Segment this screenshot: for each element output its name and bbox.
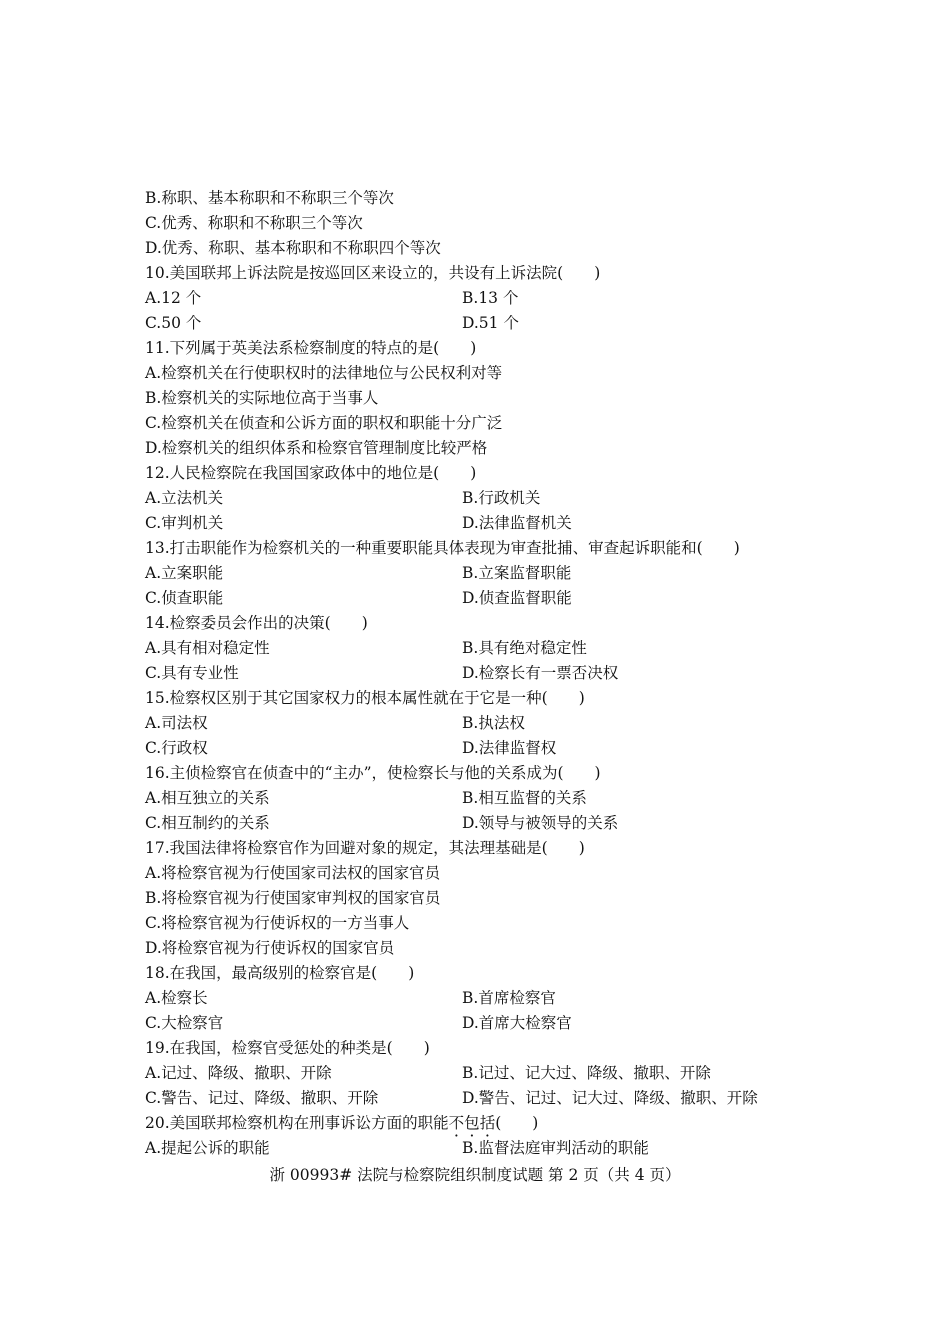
- question-20-blank: ( ): [495, 1114, 539, 1132]
- option-c: C.相互制约的关系: [145, 814, 270, 832]
- question-10: 10.美国联邦上诉法院是按巡回区来设立的，共设有上诉法院( ): [145, 264, 601, 282]
- option-row: [145, 811, 845, 836]
- question-20: [145, 1111, 845, 1136]
- emphasis-text: [449, 1114, 496, 1132]
- option-row: [145, 661, 845, 686]
- question-12: 12.人民检察院在我国国家政体中的地位是( ): [145, 464, 477, 482]
- option-row: [145, 1136, 845, 1161]
- option-row: [145, 1086, 845, 1111]
- option-row: [145, 1061, 845, 1086]
- option-b: B.执法权: [462, 714, 525, 732]
- option-a: A.检察长: [145, 989, 208, 1007]
- option-line: D.优秀、称职、基本称职和不称职四个等次: [145, 239, 441, 257]
- option-a: A.相互独立的关系: [145, 789, 270, 807]
- option-row: [145, 311, 845, 336]
- option-row: [145, 736, 845, 761]
- option-line: C.检察机关在侦查和公诉方面的职权和职能十分广泛: [145, 414, 503, 432]
- option-a: A.立法机关: [145, 489, 224, 507]
- option-b: B.行政机关: [462, 489, 541, 507]
- option-row: [145, 711, 845, 736]
- option-line: A.检察机关在行使职权时的法律地位与公民权利对等: [145, 364, 503, 382]
- emphasis-char: 括: [479, 1114, 496, 1132]
- question-14: 14.检察委员会作出的决策( ): [145, 614, 368, 632]
- question-11: 11.下列属于英美法系检察制度的特点的是( ): [145, 339, 477, 357]
- option-d: D.警告、记过、记大过、降级、撤职、开除: [462, 1089, 758, 1107]
- option-line: C.优秀、称职和不称职三个等次: [145, 214, 363, 232]
- option-a: A.具有相对稳定性: [145, 639, 270, 657]
- option-a: A.提起公诉的职能: [145, 1139, 270, 1157]
- option-line: A.将检察官视为行使国家司法权的国家官员: [145, 864, 441, 882]
- option-a: A.司法权: [145, 714, 208, 732]
- option-a: A.12 个: [145, 289, 202, 307]
- option-row: [145, 636, 845, 661]
- option-b: B.立案监督职能: [462, 564, 572, 582]
- question-17: 17.我国法律将检察官作为回避对象的规定，其法理基础是( ): [145, 839, 585, 857]
- option-row: [145, 586, 845, 611]
- option-row: [145, 786, 845, 811]
- option-b: B.13 个: [462, 289, 519, 307]
- option-c: C.审判机关: [145, 514, 224, 532]
- question-13: 13.打击职能作为检察机关的一种重要职能具体表现为审查批捕、审查起诉职能和( ): [145, 539, 740, 557]
- page-footer: 浙 00993# 法院与检察院组织制度试题 第 2 页（共 4 页）: [269, 1166, 681, 1184]
- option-row: [145, 286, 845, 311]
- emphasis-char: 包: [464, 1114, 480, 1132]
- question-18: 18.在我国，最高级别的检察官是( ): [145, 964, 415, 982]
- question-20-text: 20.美国联邦检察机构在刑事诉讼方面的职能: [145, 1114, 449, 1132]
- option-line: C.将检察官视为行使诉权的一方当事人: [145, 914, 410, 932]
- option-d: D.首席大检察官: [462, 1014, 572, 1032]
- question-15: 15.检察权区别于其它国家权力的根本属性就在于它是一种( ): [145, 689, 585, 707]
- option-line: B.将检察官视为行使国家审判权的国家官员: [145, 889, 441, 907]
- option-a: A.记过、降级、撤职、开除: [145, 1064, 332, 1082]
- option-c: C.具有专业性: [145, 664, 239, 682]
- option-line: D.将检察官视为行使诉权的国家官员: [145, 939, 395, 957]
- question-list: [145, 186, 845, 1161]
- option-c: C.行政权: [145, 739, 208, 757]
- option-b: B.具有绝对稳定性: [462, 639, 587, 657]
- option-b: B.首席检察官: [462, 989, 556, 1007]
- option-line: D.检察机关的组织体系和检察官管理制度比较严格: [145, 439, 488, 457]
- option-d: D.法律监督权: [462, 739, 557, 757]
- option-c: C.大检察官: [145, 1014, 224, 1032]
- option-d: D.法律监督机关: [462, 514, 572, 532]
- option-c: C.侦查职能: [145, 589, 224, 607]
- option-row: [145, 511, 845, 536]
- option-row: [145, 486, 845, 511]
- option-row: [145, 986, 845, 1011]
- option-row: [145, 561, 845, 586]
- option-b: B.监督法庭审判活动的职能: [462, 1139, 649, 1157]
- option-c: C.警告、记过、降级、撤职、开除: [145, 1089, 379, 1107]
- option-b: B.记过、记大过、降级、撤职、开除: [462, 1064, 711, 1082]
- option-b: B.相互监督的关系: [462, 789, 587, 807]
- emphasis-char: 不: [448, 1114, 465, 1132]
- option-row: [145, 1011, 845, 1036]
- option-line: B.称职、基本称职和不称职三个等次: [145, 189, 394, 207]
- question-19: 19.在我国，检察官受惩处的种类是( ): [145, 1039, 430, 1057]
- option-d: D.侦查监督职能: [462, 589, 572, 607]
- option-d: D.51 个: [462, 314, 519, 332]
- question-16: 16.主侦检察官在侦查中的“主办”，使检察长与他的关系成为( ): [145, 764, 601, 782]
- option-d: D.检察长有一票否决权: [462, 664, 619, 682]
- option-c: C.50 个: [145, 314, 202, 332]
- option-a: A.立案职能: [145, 564, 224, 582]
- option-d: D.领导与被领导的关系: [462, 814, 619, 832]
- option-line: B.检察机关的实际地位高于当事人: [145, 389, 379, 407]
